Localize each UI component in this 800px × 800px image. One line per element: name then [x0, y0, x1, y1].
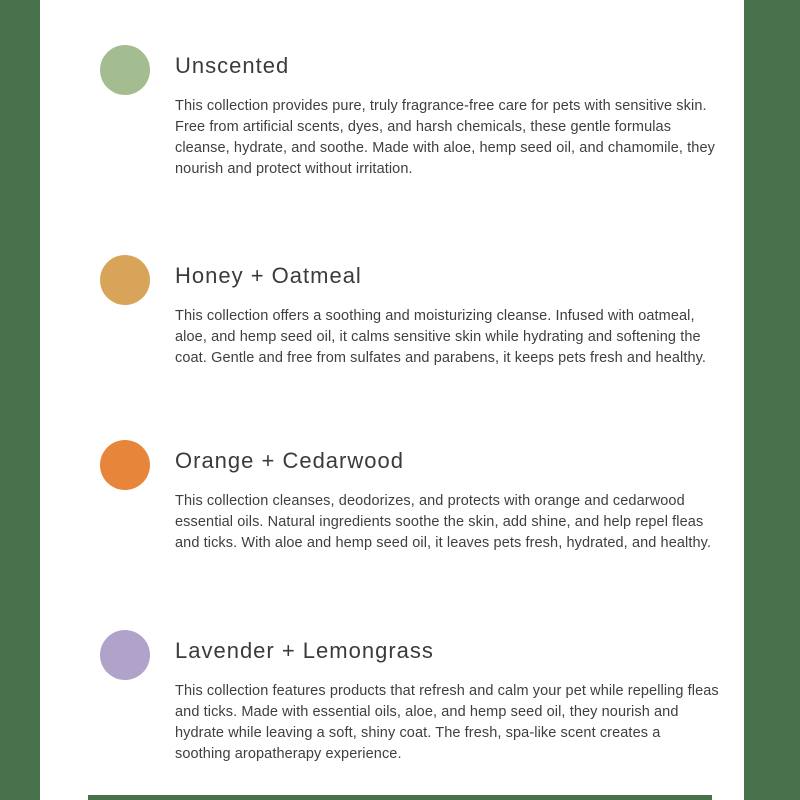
lavender-circle-icon — [100, 630, 150, 680]
section-description: This collection cleanses, deodorizes, and protects with orange and cedarwood essential oils. Natural ingredients soothe the skin, add shine, and help repel fleas and ticks. With aloe and hemp seed oil, it leaves pets fresh, hydrated, and healthy. — [175, 493, 712, 551]
right-green-edge-bar — [744, 0, 800, 800]
section-title: Orange + Cedarwood — [175, 448, 404, 473]
section-text-block — [175, 45, 720, 180]
section-title: Lavender + Lemongrass — [175, 638, 434, 663]
collection-section-unscented — [100, 45, 720, 180]
collection-section-orange-cedarwood — [100, 440, 720, 554]
sage-green-circle-icon — [100, 45, 150, 95]
section-description: This collection features products that refresh and calm your pet while repelling fleas and ticks. Made with essential oils, aloe, and hemp seed oil, they nourish and hydrate while leaving a soft, shiny coat. The fresh, spa-like scent creates a soothing aropatherapy experience. — [175, 683, 719, 762]
left-green-edge-bar — [0, 0, 40, 800]
section-text-block — [175, 440, 720, 554]
collection-section-lavender-lemongrass — [100, 630, 720, 765]
section-text-block — [175, 630, 720, 765]
section-description: This collection provides pure, truly fragrance-free care for pets with sensitive skin. Free from artificial scents, dyes, and harsh chemicals, these gentle formulas cleanse, hydrate, and soothe. Made with aloe, hemp seed oil, and chamomile, they nourish and protect without irritation. — [175, 98, 715, 177]
orange-circle-icon — [100, 440, 150, 490]
collection-section-honey-oatmeal — [100, 255, 720, 369]
section-description: This collection offers a soothing and moisturizing cleanse. Infused with oatmeal, aloe, and hemp seed oil, it calms sensitive skin while hydrating and softening the coat. Gentle and free from sulfates and parabens, it keeps pets fresh and healthy. — [175, 308, 707, 366]
honey-circle-icon — [100, 255, 150, 305]
section-title: Unscented — [175, 53, 290, 78]
section-title: Honey + Oatmeal — [175, 263, 362, 288]
section-text-block — [175, 255, 720, 369]
bottom-green-strip — [88, 795, 712, 800]
